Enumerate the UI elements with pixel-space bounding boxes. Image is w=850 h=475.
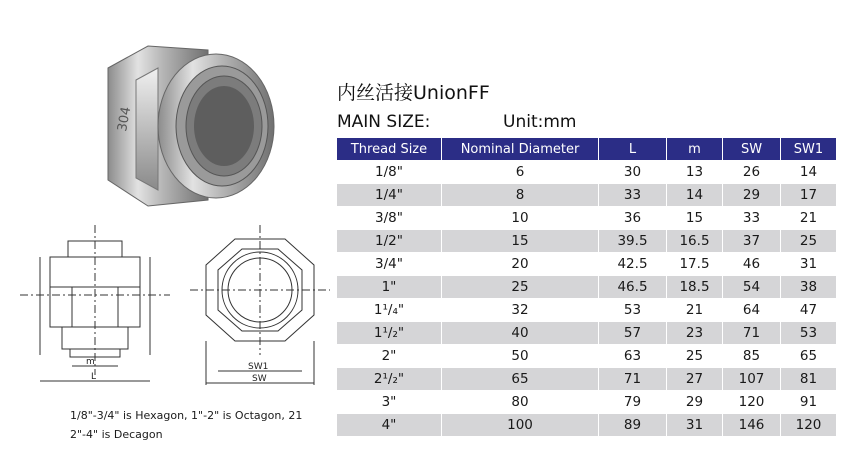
thread-size-cell: 1¹/₂" — [337, 322, 442, 345]
column-header-nominal-diameter: Nominal Diameter — [442, 138, 599, 161]
thread-size-cell: 1¹/₄" — [337, 299, 442, 322]
table-row — [337, 207, 837, 230]
L-cell: 79 — [599, 391, 667, 414]
L-cell: 63 — [599, 345, 667, 368]
nominal-diameter-cell: 32 — [442, 299, 599, 322]
m-cell: 21 — [667, 299, 723, 322]
SW-cell: 46 — [723, 253, 781, 276]
SW1-dimension-label: SW1 — [248, 362, 269, 372]
column-header-thread-size: Thread Size — [337, 138, 442, 161]
side-view-drawing — [20, 225, 170, 390]
m-cell: 18.5 — [667, 276, 723, 299]
table-header-row — [337, 138, 837, 161]
nominal-diameter-cell: 20 — [442, 253, 599, 276]
SW1-cell: 31 — [781, 253, 837, 276]
table-row — [337, 161, 837, 184]
SW1-cell: 17 — [781, 184, 837, 207]
SW-cell: 64 — [723, 299, 781, 322]
dimension-table — [336, 137, 837, 437]
thread-size-cell: 2" — [337, 345, 442, 368]
part-marking: 304 — [115, 105, 135, 133]
thread-size-cell: 1/8" — [337, 161, 442, 184]
SW1-cell: 91 — [781, 391, 837, 414]
L-dimension-label: L — [91, 372, 97, 382]
SW1-cell: 14 — [781, 161, 837, 184]
L-cell: 71 — [599, 368, 667, 391]
nominal-diameter-cell: 25 — [442, 276, 599, 299]
table-row — [337, 414, 837, 437]
L-cell: 53 — [599, 299, 667, 322]
nominal-diameter-cell: 10 — [442, 207, 599, 230]
SW1-cell: 25 — [781, 230, 837, 253]
nominal-diameter-cell: 40 — [442, 322, 599, 345]
column-header-m: m — [667, 138, 723, 161]
SW-dimension-label: SW — [252, 374, 267, 384]
m-cell: 15 — [667, 207, 723, 230]
m-cell: 25 — [667, 345, 723, 368]
L-cell: 89 — [599, 414, 667, 437]
table-row — [337, 276, 837, 299]
table-row — [337, 299, 837, 322]
m-cell: 13 — [667, 161, 723, 184]
m-cell: 17.5 — [667, 253, 723, 276]
m-cell: 16.5 — [667, 230, 723, 253]
thread-size-cell: 3" — [337, 391, 442, 414]
thread-size-cell: 4" — [337, 414, 442, 437]
unit-label: Unit:mm — [503, 112, 577, 132]
m-dimension-label: m — [86, 357, 95, 367]
SW-cell: 120 — [723, 391, 781, 414]
product-photo — [88, 40, 278, 210]
table-row — [337, 184, 837, 207]
SW1-cell: 47 — [781, 299, 837, 322]
nominal-diameter-cell: 15 — [442, 230, 599, 253]
nominal-diameter-cell: 100 — [442, 414, 599, 437]
table-row — [337, 253, 837, 276]
SW-cell: 26 — [723, 161, 781, 184]
nominal-diameter-cell: 65 — [442, 368, 599, 391]
nominal-diameter-cell: 50 — [442, 345, 599, 368]
m-cell: 23 — [667, 322, 723, 345]
SW1-cell: 65 — [781, 345, 837, 368]
SW1-cell: 120 — [781, 414, 837, 437]
thread-size-cell: 1" — [337, 276, 442, 299]
L-cell: 30 — [599, 161, 667, 184]
SW1-cell: 38 — [781, 276, 837, 299]
SW1-cell: 21 — [781, 207, 837, 230]
SW-cell: 29 — [723, 184, 781, 207]
SW1-cell: 53 — [781, 322, 837, 345]
SW-cell: 71 — [723, 322, 781, 345]
SW-cell: 33 — [723, 207, 781, 230]
thread-size-cell: 3/4" — [337, 253, 442, 276]
L-cell: 42.5 — [599, 253, 667, 276]
product-title: 内丝活接UnionFF — [337, 82, 490, 104]
shape-note-line-1: 1/8"-3/4" is Hexagon, 1"-2" is Octagon, 21 — [70, 409, 303, 422]
m-cell: 29 — [667, 391, 723, 414]
L-cell: 46.5 — [599, 276, 667, 299]
table-row — [337, 391, 837, 414]
SW-cell: 107 — [723, 368, 781, 391]
L-cell: 33 — [599, 184, 667, 207]
nominal-diameter-cell: 6 — [442, 161, 599, 184]
SW-cell: 37 — [723, 230, 781, 253]
SW1-cell: 81 — [781, 368, 837, 391]
thread-size-cell: 2¹/₂" — [337, 368, 442, 391]
table-row — [337, 230, 837, 253]
thread-size-cell: 1/2" — [337, 230, 442, 253]
column-header-SW: SW — [723, 138, 781, 161]
nominal-diameter-cell: 80 — [442, 391, 599, 414]
L-cell: 57 — [599, 322, 667, 345]
SW-cell: 54 — [723, 276, 781, 299]
L-cell: 36 — [599, 207, 667, 230]
table-row — [337, 368, 837, 391]
thread-size-cell: 3/8" — [337, 207, 442, 230]
nominal-diameter-cell: 8 — [442, 184, 599, 207]
m-cell: 31 — [667, 414, 723, 437]
front-view-drawing — [190, 225, 330, 390]
column-header-L: L — [599, 138, 667, 161]
SW-cell: 146 — [723, 414, 781, 437]
shape-note-line-2: 2"-4" is Decagon — [70, 428, 163, 441]
table-row — [337, 322, 837, 345]
main-size-label: MAIN SIZE: — [337, 112, 431, 132]
m-cell: 14 — [667, 184, 723, 207]
m-cell: 27 — [667, 368, 723, 391]
thread-size-cell: 1/4" — [337, 184, 442, 207]
table-row — [337, 345, 837, 368]
L-cell: 39.5 — [599, 230, 667, 253]
column-header-SW1: SW1 — [781, 138, 837, 161]
SW-cell: 85 — [723, 345, 781, 368]
